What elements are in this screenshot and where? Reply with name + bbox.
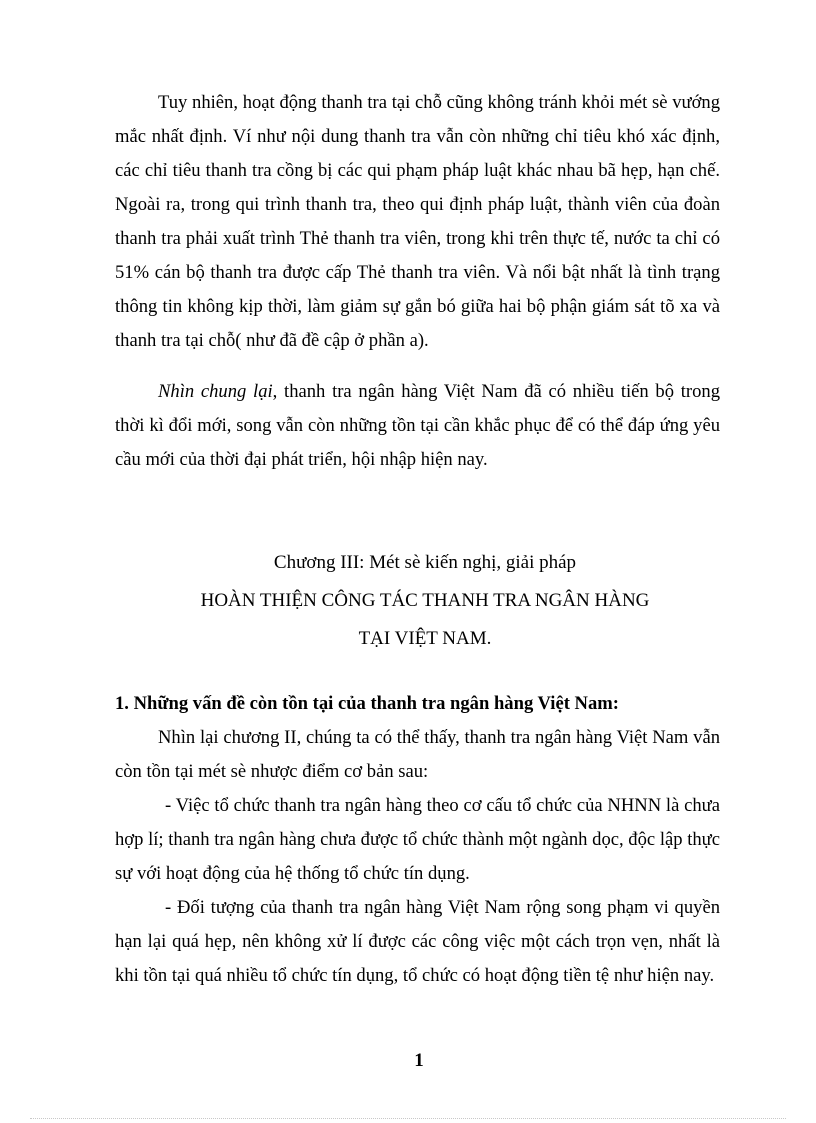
chapter-title-line-3: TẠI VIỆT NAM. (358, 628, 492, 649)
paragraph-summary (115, 375, 720, 477)
section-heading: 1. Những vấn đề còn tồn tại của thanh tra ngân hàng Việt Nam: (115, 693, 619, 714)
section-intro: Nhìn lại chương II, chúng ta có thể thấy, thanh tra ngân hàng Việt Nam vẫn còn tồn tại mét sè nhược điểm cơ bản sau: (115, 727, 720, 782)
page-number: 1 (414, 1050, 424, 1071)
summary-lead-phrase: Nhìn chung lại (158, 381, 273, 402)
chapter-title-line-2: HOÀN THIỆN CÔNG TÁC THANH TRA NGÂN HÀNG (200, 590, 650, 611)
list-item: - Đối tượng của thanh tra ngân hàng Việt Nam rộng song phạm vi quyền hạn lại quá hẹp, nên không xử lí được các công việc một cách trọn vẹn, nhất là khi tồn tại quá nhiều tổ chức tín dụng, tổ chức có hoạt động tiền tệ như hiện nay. (115, 897, 720, 986)
paragraph-onsite-inspection: Tuy nhiên, hoạt động thanh tra tại chỗ cũng không tránh khỏi mét sè vướng mắc nhất định. Ví như nội dung thanh tra vẫn còn những chỉ tiêu khó xác định, các chỉ tiêu thanh tra cồng bị các qui phạm pháp luật khác nhau bã hẹp, hạn chế. Ngoài ra, trong qui trình thanh tra, theo qui định pháp luật, thành viên của đoàn thanh tra phải xuất trình Thẻ thanh tra viên, trong khi trên thực tế, nước ta chỉ có 51% cán bộ thanh tra được cấp Thẻ thanh tra viên. Và nổi bật nhất là tình trạng thông tin không kịp thời, làm giảm sự gắn bó giữa hai bộ phận giám sát tõ xa và thanh tra tại chỗ( như đã đề cập ở phần a). (115, 92, 720, 351)
chapter-title-line-1: Chương III: Mét sè kiến nghị, giải pháp (273, 552, 577, 573)
chapter-title (115, 544, 735, 658)
section-1 (115, 687, 720, 993)
list-item: - Việc tổ chức thanh tra ngân hàng theo cơ cấu tổ chức của NHNN là chưa hợp lí; thanh tra ngân hàng chưa được tổ chức thành một ngành dọc, độc lập thực sự với hoạt động của hệ thống tổ chức tín dụng. (115, 795, 720, 884)
summary-text: , thanh tra ngân hàng Việt Nam đã có nhiều tiến bộ trong thời kì đổi mới, song vẫn còn những tồn tại cần khắc phục để có thể đáp ứng yêu cầu mới của thời đại phát triển, hội nhập hiện nay. (115, 381, 720, 470)
footer-divider (30, 1118, 786, 1119)
body-text (115, 86, 720, 477)
